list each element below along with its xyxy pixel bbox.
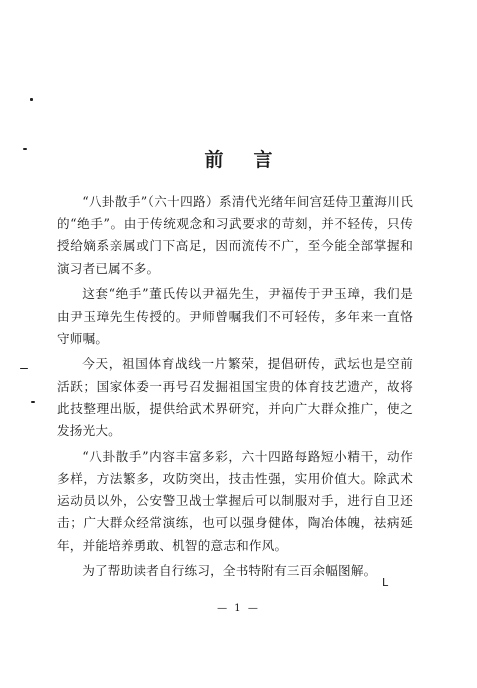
margin-tick-lower bbox=[31, 401, 35, 403]
corner-mark: L bbox=[382, 576, 389, 589]
paragraph-1: “八卦散手”（六十四路）系清代光绪年间宫廷侍卫董海川氏的“绝手”。由于传统观念和习武要求的苛刻，并不轻传，只传授给嫡系亲属或门下高足，因而流传不广，至今能全部掌握和演习者已属不多。 bbox=[57, 194, 413, 276]
paragraph-4: “八卦散手”内容丰富多彩，六十四路每路短小精干，动作多样，方法繁多，攻防突出，技击性强，实用价值大。除武术运动员以外，公安警卫战士掌握后可以制服对手，进行自卫还击；广大群众经常演练，也可以强身健体，陶冶体魄，祛病延年，并能培养勇敢、机智的意志和作风。 bbox=[57, 448, 413, 553]
margin-dot-top bbox=[30, 98, 33, 101]
page-number: — 1 — bbox=[217, 603, 260, 614]
paragraph-3: 今天，祖国体育战线一片繁荣，提倡研传，武坛也是空前活跃；国家体委一再号召发掘祖国宝贵的体育技艺遗产，故将此技整理出版，提供给武术界研究，并向广大群众推广，使之发扬光大。 bbox=[57, 356, 413, 439]
paragraph-5: 为了帮助读者自行练习，全书特附有三百余幅图解。 bbox=[82, 563, 377, 579]
paragraph-2: 这套“绝手”董氏传以尹福先生，尹福传于尹玉璋，我们是由尹玉璋先生传授的。尹师曾嘱我们不可轻传，多年来一直恪守师嘱。 bbox=[57, 286, 413, 346]
body-text bbox=[57, 191, 413, 586]
page-title: 前言 bbox=[204, 149, 303, 171]
margin-tick-middle bbox=[20, 368, 28, 369]
